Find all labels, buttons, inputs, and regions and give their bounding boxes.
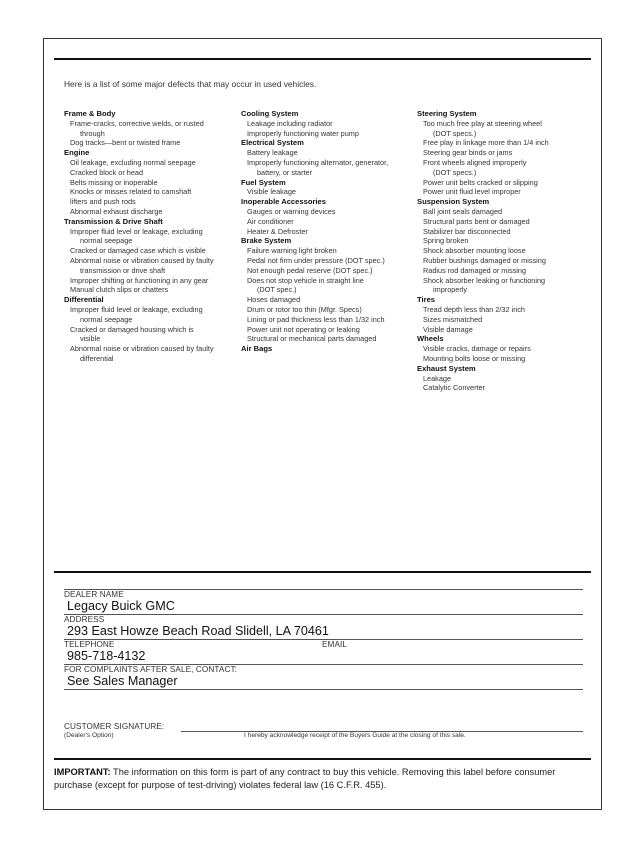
defect-item [64,168,229,178]
defect-item [64,187,229,197]
defect-item [417,217,577,227]
defect-item-continuation: normal seepage [80,236,133,246]
signature-notes [64,732,583,739]
defect-item-text: Power unit fluid level improper [423,187,521,197]
defect-item [241,217,411,227]
defect-item [64,325,229,345]
defect-item-continuation: differential [80,353,114,363]
defect-item-continuation: normal seepage [80,314,133,324]
defect-item-text: Structural or mechanical parts damaged [247,334,377,344]
defect-item-text: Cracked or damaged housing which is [70,324,194,334]
defect-item [64,344,229,364]
defect-item-text: Drum or rotor too thin (Mfgr. Specs) [247,304,362,314]
signature-label: CUSTOMER SIGNATURE: [64,722,165,731]
defect-item [241,315,411,325]
defect-item-text: Manual clutch slips or chatters [70,285,169,295]
defect-section-title: Suspension System [417,197,490,207]
defect-item-text: Sizes mismatched [423,314,483,324]
defect-item [417,178,577,188]
defects-column-1 [64,109,229,364]
defect-section-title: Fuel System [241,177,286,187]
defect-item [64,285,229,295]
defect-item-text: Abnormal noise or vibration caused by faulty [70,255,214,265]
defect-item-text: Gauges or warning devices [247,206,336,216]
complaints-label: FOR COMPLAINTS AFTER SALE, CONTACT: [64,665,238,674]
defect-item-text: Dog tracks—bent or twisted frame [70,138,181,148]
defect-item [417,207,577,217]
buyers-guide-page [43,38,602,810]
defect-item-continuation: through [80,128,105,138]
defect-item-text: Failure warning light broken [247,246,337,256]
defect-section-title: Transmission & Drive Shaft [64,216,163,226]
defect-item [417,227,577,237]
defect-item-text: Visible leakage [247,187,296,197]
defect-section-title: Cooling System [241,109,299,118]
defect-item-text: Knocks or misses related to camshaft [70,187,192,197]
defect-item [64,138,229,148]
defect-item [417,276,577,296]
important-text: The information on this form is part of any contract to buy this vehicle. Removing this label before consumer purchase (except for purpose of test-driving) violates federal law (16 C.F.R. 455). [54,767,556,790]
defect-item-text: Power unit belts cracked or slipping [423,177,538,187]
defect-item-continuation: (DOT spec.) [257,285,297,295]
dealer-info [64,589,583,690]
defect-item [241,187,411,197]
defect-item [417,236,577,246]
defect-item-text: Steering gear binds or jams [423,148,513,158]
defect-item [241,119,411,129]
defect-item-text: Spring broken [423,236,469,246]
defect-item [417,187,577,197]
defect-item [64,256,229,276]
defect-section-title: Air Bags [241,344,273,354]
defect-item [64,246,229,256]
defect-item-text: Improperly functioning alternator, generator, [247,157,389,167]
defect-section-title: Steering System [417,109,477,118]
defect-item-text: Hoses damaged [247,295,301,305]
top-rule [54,58,591,60]
defect-section-title: Inoperable Accessories [241,197,326,207]
email-label: EMAIL [322,640,348,649]
defect-item [417,246,577,256]
defect-item-text: Structural parts bent or damaged [423,216,530,226]
defect-item [417,266,577,276]
defect-item-text: Heater & Defroster [247,226,308,236]
defect-item-text: Stabilizer bar disconnected [423,226,511,236]
defect-item-text: Improper fluid level or leakage, excluding [70,226,203,236]
defect-item-continuation: (DOT specs.) [433,128,477,138]
defect-item [241,256,411,266]
telephone-label: TELEPHONE [64,640,115,649]
defect-item-text: Catalytic Converter [423,383,486,393]
important-notice [54,766,591,791]
defect-item-text: Improperly functioning water pump [247,128,359,138]
defect-section-title: Electrical System [241,138,304,148]
defect-item-text: Improper fluid level or leakage, excluding [70,304,203,314]
defect-section-title: Brake System [241,236,292,246]
defect-item-text: Belts missing or inoperable [70,177,158,187]
telephone-value: 985-718-4132 [67,649,146,663]
defects-column-2 [241,109,411,354]
defect-item-text: Improper shifting or functioning in any gear [70,275,209,285]
dealer-name-label: DEALER NAME [64,590,124,599]
acknowledge-text: I hereby acknowledge receipt of the Buyers Guide at the closing of this sale. [244,732,466,739]
defects-column-3 [417,109,577,393]
defect-item-text: Radius rod damaged or missing [423,265,527,275]
defect-section-title: Wheels [417,334,444,344]
defect-item [241,334,411,344]
defect-item-text: Front wheels aligned improperly [423,157,527,167]
defect-item-text: Visible damage [423,324,473,334]
defect-item [64,305,229,325]
defect-item-text: Too much free play at steering wheel [423,118,542,128]
defect-item-continuation: battery, or starter [257,167,313,177]
defect-item [417,256,577,266]
defect-item [417,305,577,315]
defect-item-continuation: (DOT specs.) [433,167,477,177]
defect-item-text: Tread depth less than 2/32 inch [423,304,525,314]
defect-item [241,158,411,178]
defect-item-text: Battery leakage [247,148,298,158]
defect-item-text: Shock absorber leaking or functioning [423,275,546,285]
defect-item [64,158,229,168]
defect-item-text: Power unit not operating or leaking [247,324,360,334]
defect-item-continuation: transmission or drive shaft [80,265,166,275]
contact-labels [64,640,583,649]
defect-item-text: Frame-cracks, corrective welds, or rusted [70,118,204,128]
defect-item-text: Cracked or damaged case which is visible [70,246,206,256]
complaints-row [64,664,583,689]
defect-item-text: lifters and push rods [70,197,136,207]
defect-section-title: Frame & Body [64,109,116,118]
defect-item [64,197,229,207]
intro-text: Here is a list of some major defects that may occur in used vehicles. [64,79,317,89]
important-divider [54,758,591,760]
important-label: IMPORTANT: [54,767,111,777]
defect-item-continuation: improperly [433,285,468,295]
defect-item [417,325,577,335]
defect-item [64,178,229,188]
defect-section-title: Tires [417,295,436,305]
defect-item [241,266,411,276]
defect-item [417,138,577,148]
defect-item [64,119,229,139]
defect-item [64,227,229,247]
dealer-bottom-rule [64,689,583,690]
defect-item-text: Leakage [423,373,451,383]
telephone-row [64,639,583,664]
defect-item [241,148,411,158]
address-row [64,614,583,639]
complaints-value: See Sales Manager [67,674,178,688]
defect-item [417,148,577,158]
address-value: 293 East Howze Beach Road Slidell, LA 70461 [67,624,329,638]
defect-item [64,276,229,286]
defect-section-title: Exhaust System [417,363,476,373]
defect-item [241,246,411,256]
defect-item-text: Not enough pedal reserve (DOT spec.) [247,265,373,275]
defect-item [417,344,577,354]
defect-item-text: Abnormal noise or vibration caused by faulty [70,344,214,354]
defect-item-text: Leakage including radiator [247,118,333,128]
defect-item-text: Ball joint seals damaged [423,206,503,216]
defect-item-text: Rubber bushings damaged or missing [423,255,546,265]
defect-item-text: Shock absorber mounting loose [423,246,526,256]
defect-item [417,374,577,384]
defect-item [417,354,577,364]
defect-item [241,295,411,305]
defect-section-title: Differential [64,295,104,305]
section-divider [54,571,591,573]
defect-item-text: Air conditioner [247,216,294,226]
defect-item-text: Visible cracks, damage or repairs [423,344,531,354]
defect-item [417,158,577,178]
defect-item [417,119,577,139]
customer-signature [64,722,583,738]
defect-item-text: Oil leakage, excluding normal seepage [70,157,196,167]
defect-section-title: Engine [64,148,90,158]
defect-item-text: Free play in linkage more than 1/4 inch [423,138,549,148]
dealer-name-value: Legacy Buick GMC [67,599,175,613]
defect-item-text: Lining or pad thickness less than 1/32 inch [247,314,385,324]
defect-item [241,325,411,335]
defect-item-text: Does not stop vehicle in straight line [247,275,364,285]
dealer-option-text: (Dealer's Option) [64,732,114,739]
defect-item [417,383,577,393]
defect-item [417,315,577,325]
defect-item [241,207,411,217]
defect-item [241,129,411,139]
defect-item-text: Pedal not firm under pressure (DOT spec.) [247,255,385,265]
address-label: ADDRESS [64,615,105,624]
defect-item [241,227,411,237]
defect-item-text: Abnormal exhaust discharge [70,206,163,216]
defect-item [64,207,229,217]
defect-item-continuation: visible [80,334,101,344]
dealer-name-row [64,589,583,614]
defect-item-text: Mounting bolts loose or missing [423,353,526,363]
defect-item [241,276,411,296]
defect-item [241,305,411,315]
defect-item-text: Cracked block or head [70,167,144,177]
